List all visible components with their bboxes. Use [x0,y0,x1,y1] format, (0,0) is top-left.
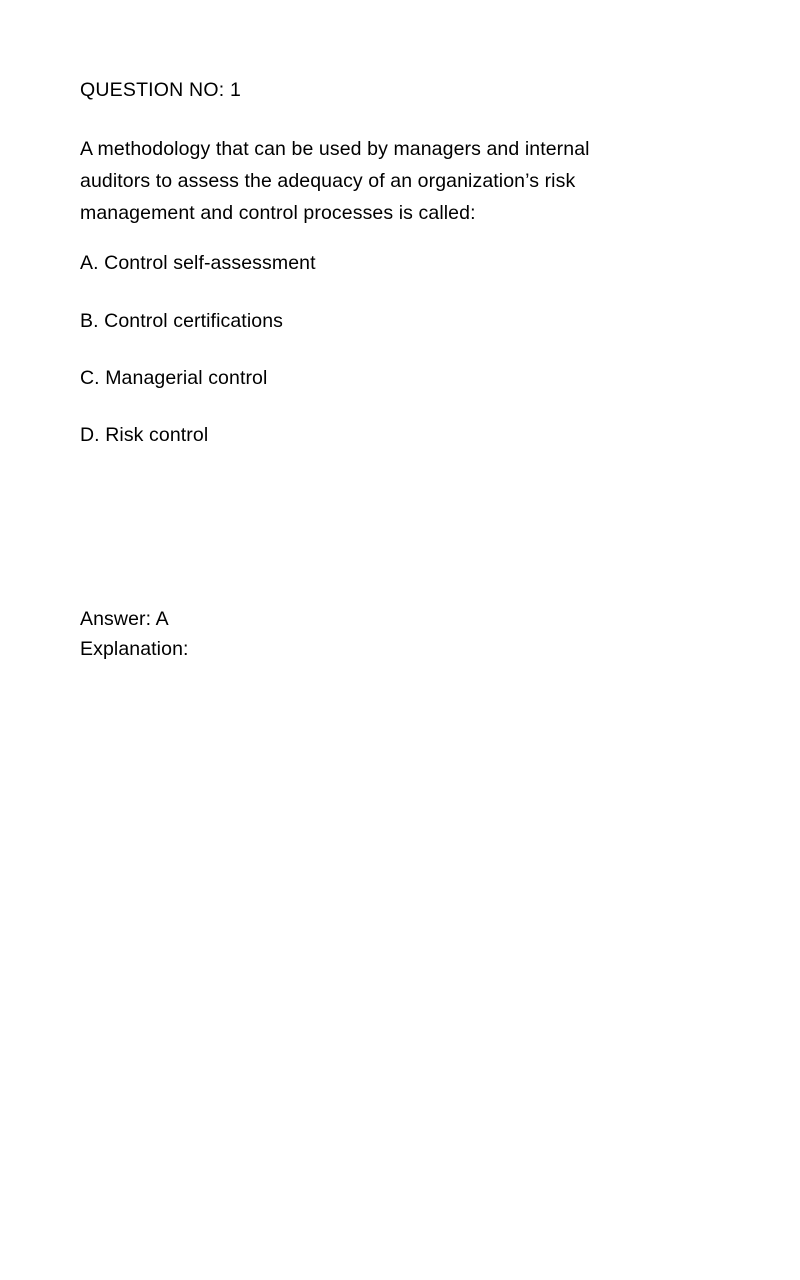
question-stem-line: A methodology that can be used by managers and internal [80,138,590,161]
answer-option-b[interactable]: B. Control certifications [80,309,283,332]
answer-options-list [80,251,720,448]
question-stem-line: auditors to assess the adequacy of an organization’s risk [80,170,576,193]
answer-section [80,604,189,664]
explanation-label: Explanation: [80,638,189,660]
question-number-heading: QUESTION NO: 1 [80,79,241,101]
answer-value: Answer: A [80,608,169,630]
answer-option-c[interactable]: C. Managerial control [80,367,268,390]
question-stem [80,133,720,229]
answer-option-d[interactable]: D. Risk control [80,424,209,447]
answer-option-a[interactable]: A. Control self-assessment [80,252,316,275]
question-stem-line: management and control processes is called: [80,202,476,225]
